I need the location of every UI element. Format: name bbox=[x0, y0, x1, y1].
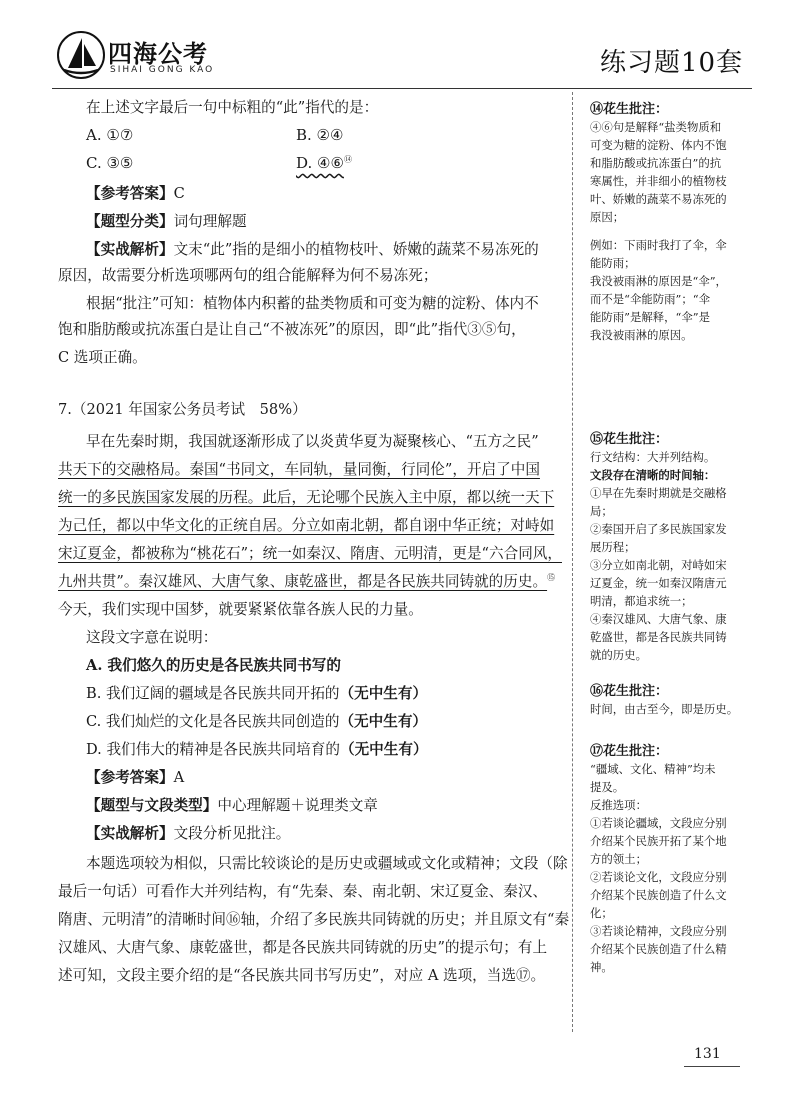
q6-analysis-text-0: 文末“此”指的是细小的植物枝叶、娇嫩的蔬菜不易冻死的 bbox=[173, 241, 539, 258]
q6-option-c: C. ③⑤ bbox=[86, 154, 134, 172]
q6-analysis-text-3: 饱和脂肪酸或抗冻蛋白是让自己“不被冻死”的原因，即“此”指代③⑤句， bbox=[58, 321, 526, 338]
q7-option-c: C. 我们灿烂的文化是各民族共同创造的 bbox=[86, 713, 340, 730]
q6-analysis-text-2: 根据“批注”可知：植物体内积蓄的盐类物质和可变为糖的淀粉、体内不 bbox=[86, 295, 539, 312]
note-14-line: 我没被雨淋的原因。 bbox=[590, 328, 693, 342]
q7-explain-line-2: 隋唐、元明清”的清晰时间⑯轴，介绍了多民族共同铸就的历史；并且原文有“秦 bbox=[58, 911, 570, 928]
page-number: 131 bbox=[694, 1046, 721, 1062]
note-16-title: ⑯花生批注： bbox=[590, 684, 669, 699]
note-14-line: 寒属性，并非细小的植物枝 bbox=[590, 174, 727, 188]
q7-answer-label: 【参考答案】 bbox=[86, 769, 174, 786]
q7-type-value: 中心理解题＋说理类文章 bbox=[217, 797, 378, 814]
note-15-line: 就的历史。 bbox=[590, 648, 647, 662]
header-rule bbox=[52, 88, 752, 89]
note-17-title: ⑰花生批注： bbox=[590, 744, 669, 759]
book-title: 练习题10套 bbox=[600, 48, 744, 78]
q7-passage-line-1: 共天下的交融格局。秦国“书同文，车同轨，量同衡，行同伦”，开启了中国 bbox=[58, 461, 540, 478]
note-14-line: 原因； bbox=[590, 210, 625, 224]
q7-type-label: 【题型与文段类型】 bbox=[86, 797, 218, 814]
q7-passage-line-5: 九州共贯”。秦汉雄风、大唐气象、康乾盛世，都是各民族共同铸就的历史。 bbox=[58, 573, 548, 590]
q6-answer bbox=[86, 182, 185, 203]
q7-option-b-wrap bbox=[86, 682, 427, 703]
q7-passage-line-6: 今天，我们实现中国梦，就要紧紧依靠各族人民的力量。 bbox=[58, 601, 423, 618]
q6-analysis-text-4: C 选项正确。 bbox=[58, 349, 147, 366]
note-17-line: 方的领土； bbox=[590, 852, 647, 866]
q7-explain-line-0: 本题选项较为相似，只需比较谈论的是历史或疆域或文化或精神；文段（除 bbox=[86, 855, 568, 872]
logo-text: 四海公考 bbox=[108, 40, 208, 68]
q6-analysis-text-1: 原因，故需要分析选项哪两句的组合能解释为何不易冻死； bbox=[58, 267, 438, 284]
q6-type-label: 【题型分类】 bbox=[86, 213, 174, 230]
note-16-line: 时间，由古至今，即是历史。 bbox=[590, 702, 739, 716]
note-17-line: 提及。 bbox=[590, 780, 625, 794]
q7-option-a: A. 我们悠久的历史是各民族共同书写的 bbox=[86, 657, 341, 674]
note-17-line: 介绍某个民族开拓了某个地 bbox=[590, 834, 727, 848]
q7-answer-value: A bbox=[173, 769, 185, 786]
q7-option-d: D. 我们伟大的精神是各民族共同培育的 bbox=[86, 741, 340, 758]
q7-option-b-note: （无中生有） bbox=[339, 685, 428, 702]
note-14-line: 我没被雨淋的原因是“伞”， bbox=[590, 274, 727, 288]
q7-analysis-value: 文段分析见批注。 bbox=[173, 825, 291, 842]
note-14-line: ④⑥句是解释“盐类物质和 bbox=[590, 120, 722, 134]
q7-analysis bbox=[86, 822, 290, 843]
note-17-line: 介绍某个民族创造了什么精 bbox=[590, 942, 727, 956]
note-15-line: 展历程； bbox=[590, 540, 636, 554]
q6-note-mark: ⑭ bbox=[343, 155, 352, 164]
q7-type bbox=[86, 794, 378, 815]
note-17-line: 反推选项： bbox=[590, 798, 647, 812]
note-14-line: 能防雨”是解释，“伞”是 bbox=[590, 310, 710, 324]
note-17-line: 化； bbox=[590, 906, 613, 920]
q7-passage-line-5-wrap bbox=[58, 570, 555, 591]
page-number-rule bbox=[684, 1066, 740, 1067]
column-divider bbox=[572, 92, 573, 1032]
q6-answer-label: 【参考答案】 bbox=[86, 185, 174, 202]
logo-sail-icon bbox=[56, 30, 106, 80]
note-15-line: 乾盛世，都是各民族共同铸 bbox=[590, 630, 727, 644]
q7-option-b: B. 我们辽阔的疆域是各民族共同开拓的 bbox=[86, 685, 340, 702]
note-14-line: 可变为糖的淀粉、体内不饱 bbox=[590, 138, 727, 152]
q6-answer-value: C bbox=[173, 185, 185, 202]
q7-passage-line-4: 宋辽夏金，都被称为“桃花石”；统一如秦汉、隋唐、元明清，更是“六合同风， bbox=[58, 545, 562, 562]
q6-option-b: B. ②④ bbox=[296, 126, 344, 144]
q7-explain-line-4: 述可知，文段主要介绍的是“各民族共同书写历史”，对应 A 选项，当选⑰。 bbox=[58, 967, 546, 984]
note-14-line: 能防雨； bbox=[590, 256, 636, 270]
q7-option-c-note: （无中生有） bbox=[339, 713, 428, 730]
q7-passage-line-0: 早在先秦时期，我国就逐渐形成了以炎黄华夏为凝聚核心、“五方之民” bbox=[86, 433, 539, 450]
note-14-title: ⑭花生批注： bbox=[590, 102, 669, 117]
q7-answer bbox=[86, 766, 184, 787]
note-17-line: ①若谈论疆域，文段应分别 bbox=[590, 816, 727, 830]
q6-option-a: A. ①⑦ bbox=[86, 126, 134, 144]
q6-option-d-text: D. ④⑥ bbox=[296, 154, 344, 172]
q6-analysis-line bbox=[86, 238, 539, 259]
note-14-line: 例如：下雨时我打了伞，伞 bbox=[590, 238, 727, 252]
note-15-line: ③分立如南北朝，对峙如宋 bbox=[590, 558, 727, 572]
q7-option-d-note: （无中生有） bbox=[339, 741, 428, 758]
q7-passage-mark: ⑮ bbox=[547, 573, 556, 583]
q7-analysis-label: 【实战解析】 bbox=[86, 825, 174, 842]
q6-type bbox=[86, 210, 247, 231]
q7-explain-line-1: 最后一句话）可看作大并列结构，有“先秦、秦、南北朝、宋辽夏金、秦汉、 bbox=[58, 883, 548, 900]
note-17-line: ②若谈论文化，文段应分别 bbox=[590, 870, 727, 884]
note-15-title: ⑮花生批注： bbox=[590, 432, 669, 447]
note-15-line: 明清，都追求统一； bbox=[590, 594, 693, 608]
note-17-line: 介绍某个民族创造了什么文 bbox=[590, 888, 727, 902]
note-15-line: ④秦汉雄风、大唐气象、康 bbox=[590, 612, 727, 626]
logo-subtitle: SIHAI GONG KAO bbox=[110, 65, 215, 75]
note-15-line: 文段存在清晰的时间轴： bbox=[590, 468, 716, 482]
q7-option-c-wrap bbox=[86, 710, 427, 731]
note-17-line: 神。 bbox=[590, 960, 613, 974]
q7-passage-line-2: 统一的多民族国家发展的历程。此后，无论哪个民族入主中原，都以统一天下 bbox=[58, 489, 555, 506]
q6-option-d bbox=[296, 154, 352, 172]
note-17-line: ③若谈论精神，文段应分别 bbox=[590, 924, 727, 938]
note-14-line: 和脂肪酸或抗冻蛋白”的抗 bbox=[590, 156, 722, 170]
q7-stem: 这段文字意在说明： bbox=[86, 629, 218, 646]
q7-passage-line-3: 为己任，都以中华文化的正统自居。分立如南北朝，都自诩中华正统；对峙如 bbox=[58, 517, 555, 534]
note-15-line: ②秦国开启了多民族国家发 bbox=[590, 522, 727, 536]
note-15-line: ①早在先秦时期就是交融格 bbox=[590, 486, 727, 500]
note-15-line: 行文结构：大并列结构。 bbox=[590, 450, 716, 464]
note-14-line: 而不是“伞能防雨”；“伞 bbox=[590, 292, 710, 306]
q6-type-value: 词句理解题 bbox=[173, 213, 247, 230]
q7-heading: 7.（2021 年国家公务员考试 58%） bbox=[58, 401, 307, 418]
note-14-line: 叶、娇嫩的蔬菜不易冻死的 bbox=[590, 192, 727, 206]
note-15-line: 局； bbox=[590, 504, 613, 518]
q7-option-d-wrap bbox=[86, 738, 428, 759]
q7-explain-line-3: 汉雄风、大唐气象、康乾盛世，都是各民族共同铸就的历史”的提示句；有上 bbox=[58, 939, 548, 956]
note-17-line: “疆域、文化、精神”均未 bbox=[590, 762, 716, 776]
note-15-line: 辽夏金，统一如秦汉隋唐元 bbox=[590, 576, 727, 590]
q6-analysis-label: 【实战解析】 bbox=[86, 241, 174, 258]
q6-stem: 在上述文字最后一句中标粗的“此”指代的是： bbox=[86, 99, 379, 116]
